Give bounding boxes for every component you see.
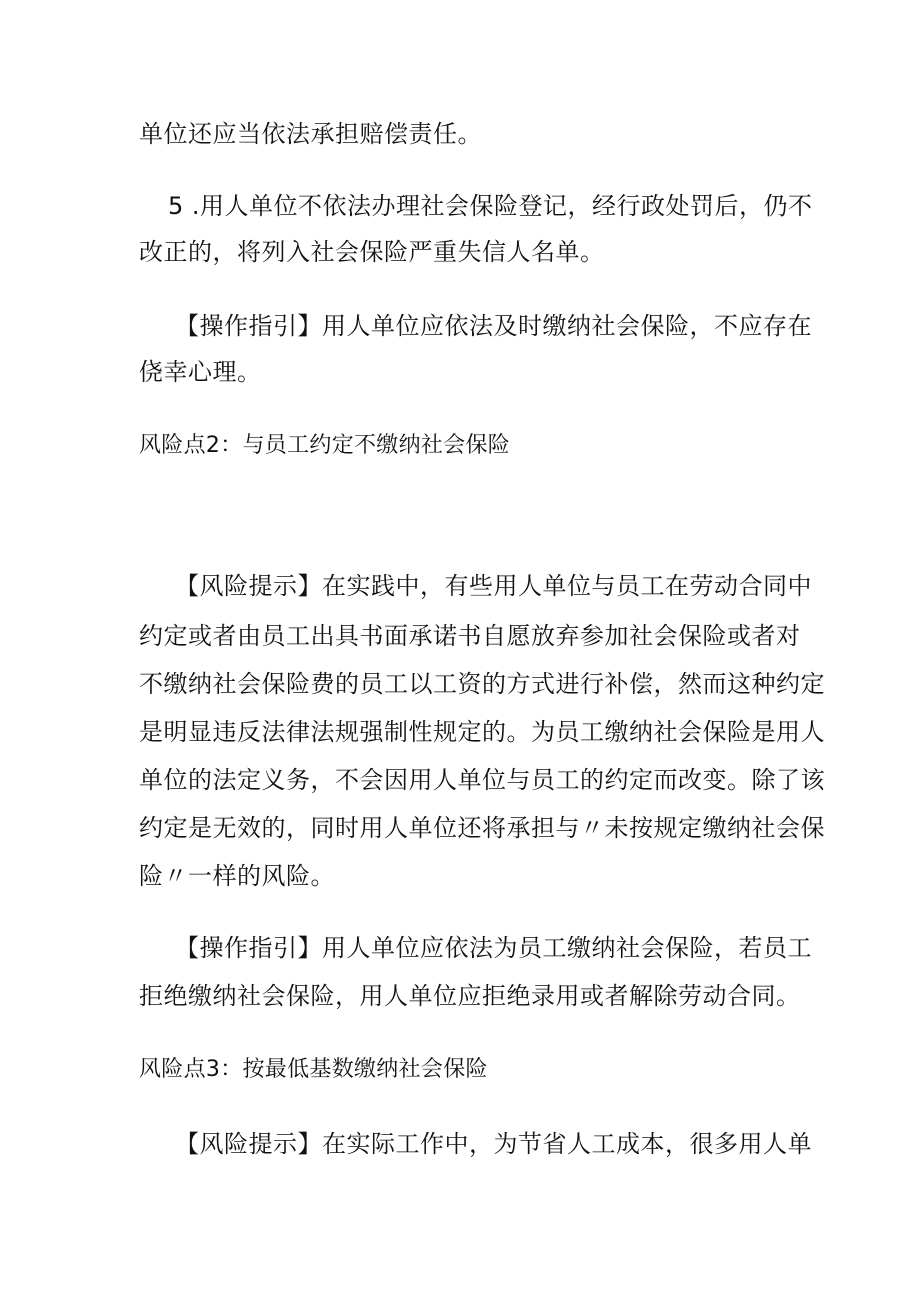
risk-tip-line: 【风险提示】在实际工作中，为节省人工成本，很多用人单	[175, 1130, 812, 1158]
risk-point-heading: 风险点3：按最低基数缴纳社会保险	[139, 1057, 488, 1082]
paragraph-line: 单位的法定义务，不会因用人单位与员工的约定而改变。除了该	[139, 766, 825, 794]
list-item-5-line: 5 .用人单位不依法办理社会保险登记，经行政处罚后，仍不	[168, 192, 813, 220]
paragraph-line: 改正的，将列入社会保险严重失信人名单。	[139, 238, 605, 266]
risk-point-heading: 风险点2：与员工约定不缴纳社会保险	[139, 433, 511, 458]
paragraph-line: 约定或者由员工出具书面承诺书自愿放弃参加社会保险或者对	[139, 622, 801, 650]
operation-guide-line: 【操作指引】用人单位应依法及时缴纳社会保险，不应存在	[175, 312, 812, 340]
paragraph-line: 险〃一样的风险。	[139, 862, 335, 890]
risk-tip-line: 【风险提示】在实践中，有些用人单位与员工在劳动合同中	[175, 572, 812, 600]
paragraph-line: 拒绝缴纳社会保险，用人单位应拒绝录用或者解除劳动合同。	[139, 982, 801, 1010]
paragraph-line: 是明显违反法律法规强制性规定的。为员工缴纳社会保险是用人	[139, 718, 825, 746]
paragraph-line: 约定是无效的，同时用人单位还将承担与〃未按规定缴纳社会保	[139, 814, 825, 842]
paragraph-line: 单位还应当依法承担赔偿责任。	[139, 120, 482, 148]
operation-guide-line: 【操作指引】用人单位应依法为员工缴纳社会保险，若员工	[175, 934, 812, 962]
paragraph-line: 不缴纳社会保险费的员工以工资的方式进行补偿，然而这种约定	[139, 670, 825, 698]
paragraph-line: 侥幸心理。	[139, 358, 262, 386]
